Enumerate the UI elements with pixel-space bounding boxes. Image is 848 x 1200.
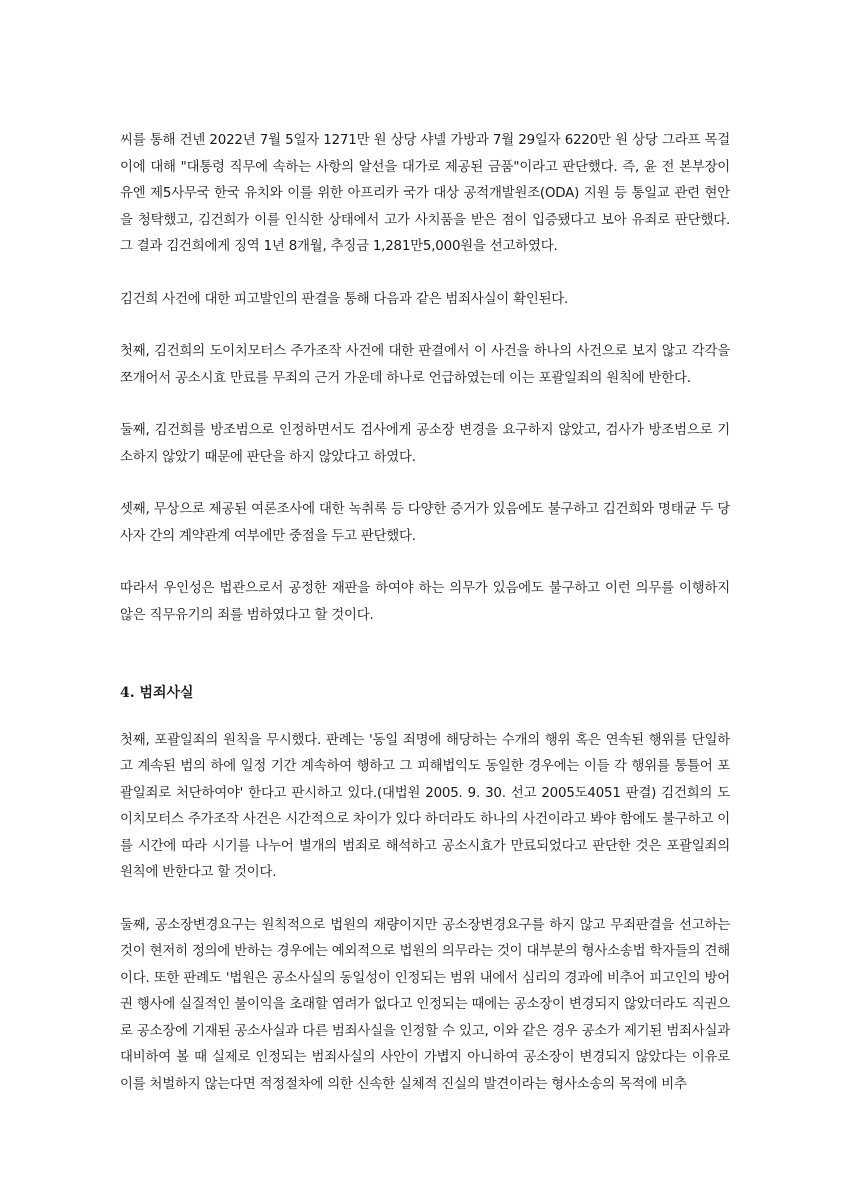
document-page bbox=[120, 128, 730, 1124]
paragraph-fact-second: 둘째, 공소장변경요구는 원칙적으로 법원의 재량이지만 공소장변경요구를 하지 않고 무죄판결을 선고하는 것이 현저히 정의에 반하는 경우에는 예외적으로 법원의 의무라는 것이 대부분의 형사소송법 학자들의 견해이다. 또한 판례도 '법원은 공소사실의 동일성이 인정되는 범위 내에서 심리의 경과에 비추어 피고인의 방어권 행사에 실질적인 불이익을 초래할 염려가 없다고 인정되는 때에는 공소장이 변경되지 않았더라도 직권으로 공소장에 기재된 공소사실과 다른 범죄사실을 인정할 수 있고, 이와 같은 경우 공소가 제기된 범죄사실과 대비하여 볼 때 실제로 인정되는 범죄사실의 사안이 가볍지 아니하여 공소장이 변경되지 않았다는 이유로 이를 처벌하지 않는다면 적정절차에 의한 신속한 실체적 진실의 발견이라는 형사소송의 목적에 비추 bbox=[120, 917, 730, 1092]
paragraph-fact-first: 첫째, 포괄일죄의 원칙을 무시했다. 판례는 '동일 죄명에 해당하는 수개의 행위 혹은 연속된 행위를 단일하고 계속된 범의 하에 일정 기간 계속하여 행하고 그 피해법익도 동일한 경우에는 이들 각 행위를 통틀어 포괄일죄로 처단하여야' 한다고 판시하고 있다.(대법원 2005. 9. 30. 선고 2005도4051 판결) 김건희의 도이치모터스 주가조작 사건은 시간적으로 차이가 있다 하더라도 하나의 사건이라고 봐야 함에도 불구하고 이를 시간에 따라 시기를 나누어 별개의 범죄로 해석하고 공소시효가 만료되었다고 판단한 것은 포괄일죄의 원칙에 반한다고 할 것이다. bbox=[120, 732, 730, 880]
paragraph-conclusion: 따라서 우인성은 법관으로서 공정한 재판을 하여야 하는 의무가 있음에도 불구하고 이런 의무를 이행하지 않은 직무유기의 죄를 범하였다고 할 것이다. bbox=[120, 581, 730, 623]
paragraph-third-point: 셋째, 무상으로 제공된 여론조사에 대한 녹취록 등 다양한 증거가 있음에도 불구하고 김건희와 명태균 두 당사자 간의 계약관계 여부에만 중점을 두고 판단했다. bbox=[120, 502, 730, 544]
section-heading: 4. 범죄사실 bbox=[120, 685, 194, 701]
paragraph-intro: 김건희 사건에 대한 피고발인의 판결을 통해 다음과 같은 범죄사실이 확인된다. bbox=[120, 291, 569, 307]
paragraph-second-point: 둘째, 김건희를 방조범으로 인정하면서도 검사에게 공소장 변경을 요구하지 않았고, 검사가 방조범으로 기소하지 않았기 때문에 판단을 하지 않았다고 하였다. bbox=[120, 423, 730, 465]
paragraph-verdict-summary: 씨를 통해 건넨 2022년 7월 5일자 1271만 원 상당 샤넬 가방과 7월 29일자 6220만 원 상당 그라프 목걸이에 대해 "대통령 직무에 속하는 사항의 알선을 대가로 제공된 금품"이라고 판단했다. 즉, 윤 전 본부장이 유엔 제5사무국 한국 유치와 이를 위한 아프리카 국가 대상 공적개발원조(ODA) 지원 등 통일교 관련 현안을 청탁했고, 김건희가 이를 인식한 상태에서 고가 사치품을 받은 점이 입증됐다고 보아 유죄로 판단했다. 그 결과 김건희에게 징역 1년 8개월, 추징금 1,281만5,000원을 선고하였다. bbox=[120, 133, 730, 254]
paragraph-first-point: 첫째, 김건희의 도이치모터스 주가조작 사건에 대한 판결에서 이 사건을 하나의 사건으로 보지 않고 각각을 쪼개어서 공소시효 만료를 무죄의 근거 가운데 하나로 언급하였는데 이는 포괄일죄의 원칙에 반한다. bbox=[120, 344, 730, 386]
